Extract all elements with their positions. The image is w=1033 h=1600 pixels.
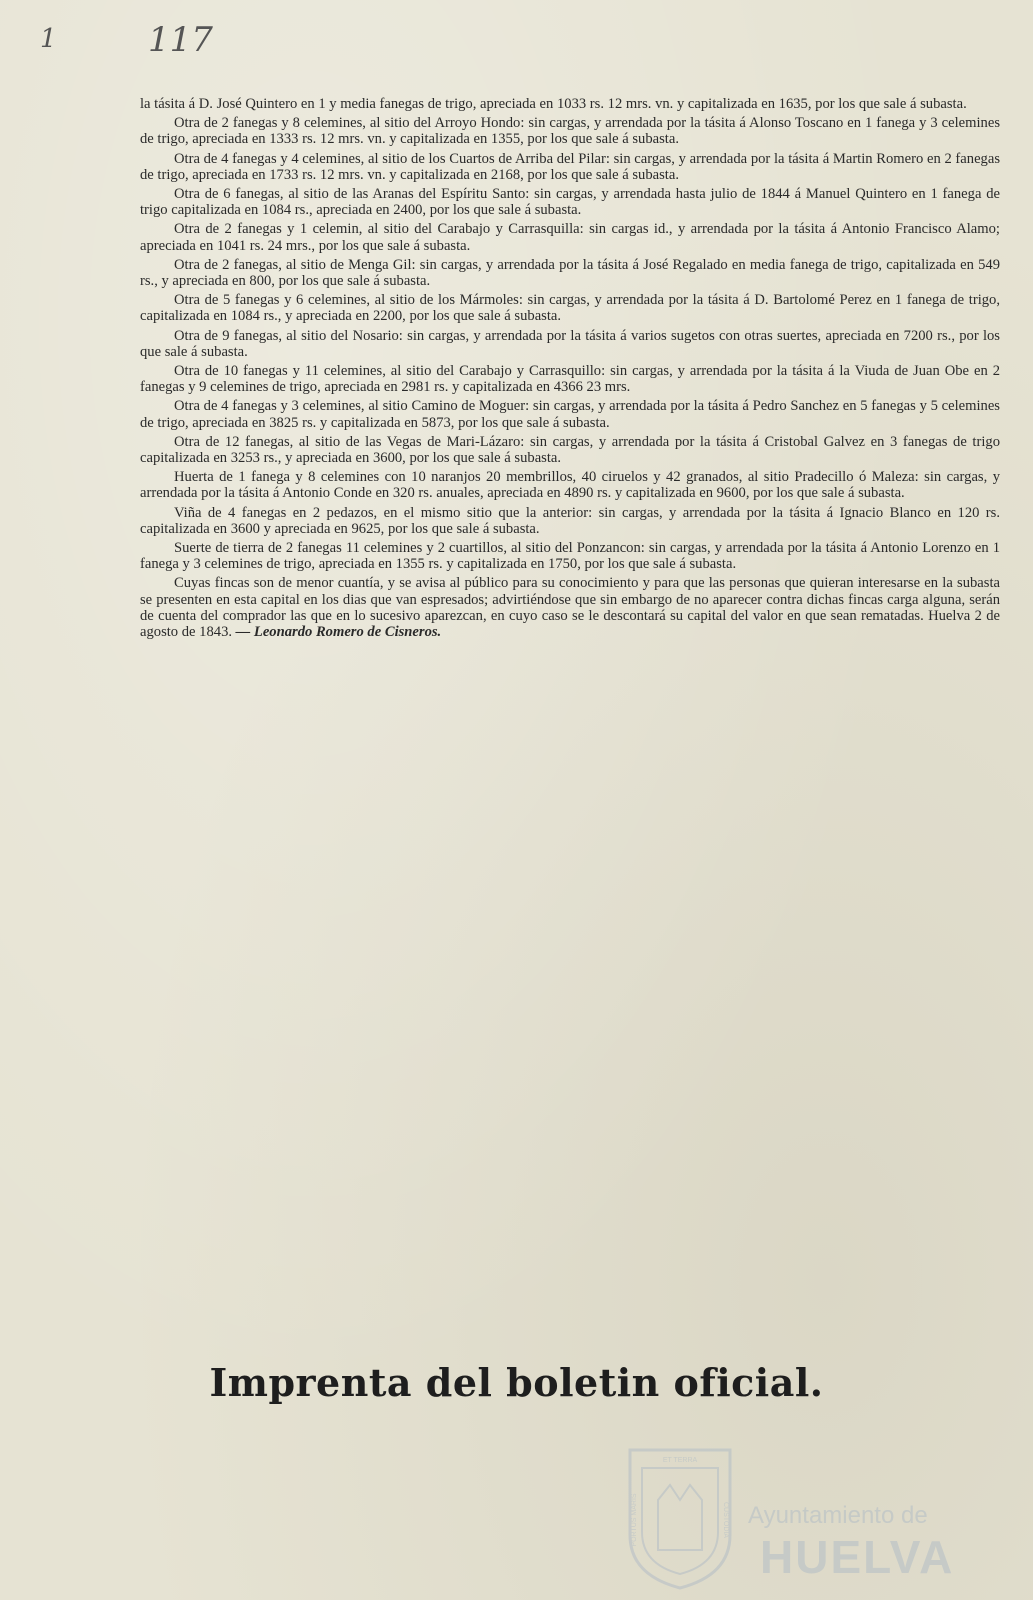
paragraph: Otra de 4 fanegas y 3 celemines, al sitio Camino de Moguer: sin cargas, y arrendada por la tásita á Pedro Sanchez en 5 fanegas y 5 celemines de trigo, apreciada en 3825 rs. y capitalizada en 5873, por los que sale á subasta. <box>140 398 1000 431</box>
watermark-line2: HUELVA <box>760 1531 955 1583</box>
paragraph: Viña de 4 fanegas en 2 pedazos, en el mismo sitio que la anterior: sin cargas, y arrendada por la tásita á Ignacio Blanco en 120 rs. capitalizada en 3600 y apreciada en 9625, por los que sale á subasta. <box>140 504 1000 537</box>
paragraph: Otra de 9 fanegas, al sitio del Nosario: sin cargas, y arrendada por la tásita á varios sugetos con otras suertes, apreciada en 7200 rs., por los que sale á subasta. <box>140 327 1000 360</box>
paragraph: Huerta de 1 fanega y 8 celemines con 10 naranjos 20 membrillos, 40 ciruelos y 42 granados, al sitio Pradecillo ó Maleza: sin cargas, y arrendada por la tásita á Antonio Conde en 320 rs. anuales, apreciada en 4890 rs. y capitalizada en 9600, por los que sale á subasta. <box>140 469 1000 502</box>
paragraph: Otra de 2 fanegas y 8 celemines, al sitio del Arroyo Hondo: sin cargas, y arrendada por la tásita á Alonso Toscano en 1 fanega y 3 celemines de trigo, apreciada en 1333 rs. 12 mrs. vn. y capitalizada en 1355, por los que sale á subasta. <box>140 115 1000 148</box>
folio-number: 117 <box>148 20 213 60</box>
paragraph: Otra de 2 fanegas y 1 celemin, al sitio del Carabajo y Carrasquilla: sin cargas id., y arrendada por la tásita á Antonio Francisco Alamo; apreciada en 1041 rs. 24 mrs., por los que sale á subasta. <box>140 221 1000 254</box>
watermark-line1: Ayuntamiento de <box>748 1502 928 1529</box>
auction-listing-text <box>140 96 1000 643</box>
archive-watermark <box>620 1440 1020 1590</box>
paragraph: Otra de 6 fanegas, al sitio de las Aranas del Espíritu Santo: sin cargas, y arrendada hasta julio de 1844 á Manuel Quintero en 1 fanega de trigo capitalizada en 1084 rs., apreciada en 2400, por los que sale á subasta. <box>140 186 1000 219</box>
signature: — Leonardo Romero de Cisneros. <box>235 624 442 641</box>
paragraph: la tásita á D. José Quintero en 1 y media fanegas de trigo, apreciada en 1033 rs. 12 mrs. vn. y capitalizada en 1635, por los que sale á subasta. <box>140 96 967 112</box>
shield-motto-left: PORTUS MARIS <box>631 1493 638 1547</box>
paragraph: Otra de 5 fanegas y 6 celemines, al sitio de los Mármoles: sin cargas, y arrendada por la tásita á D. Bartolomé Perez en 1 fanega de trigo, capitalizada en 1084 rs., y apreciada en 2200, por los que sale á subasta. <box>140 292 1000 325</box>
coat-of-arms-icon <box>620 1440 740 1590</box>
paragraph: Otra de 12 fanegas, al sitio de las Vegas de Mari-Lázaro: sin cargas, y arrendada por la tásita á Cristobal Galvez en 3 fanegas de trigo capitalizada en 3253 rs., y apreciada en 3600, por los que sale á subasta. <box>140 433 1000 467</box>
closing-text: Cuyas fincas son de menor cuantía, y se avisa al público para su conocimiento y para que las personas que quieran interesarse en la subasta se presenten en esta capital en los dias que van espresados; advirtiéndose que sin embargo de no aparecer contra dichas fincas carga alguna, serán de cuenta del comprador las que en lo sucesivo aparezcan, en cuyo caso se le descontará su capital del valor en que sean rematadas. Huelva 2 de agosto de 1843. <box>140 575 1000 641</box>
paragraph: Otra de 2 fanegas, al sitio de Menga Gil: sin cargas, y arrendada por la tásita á José Regalado en media fanega de trigo, capitalizada en 549 rs., y apreciada en 800, por los que sale á subasta. <box>140 256 1000 290</box>
closing-paragraph <box>140 575 1000 640</box>
shield-motto-top: ET TERRA <box>662 1457 698 1464</box>
shield-motto-right: CUSTODIA <box>722 1501 729 1539</box>
paragraph: Suerte de tierra de 2 fanegas 11 celemines y 2 cuartillos, al sitio del Ponzancon: sin cargas, y arrendada por la tásita á Antonio Lorenzo en 1 fanega y 3 celemines de trigo, apreciada en 1355 rs. y capitalizada en 1750, por los que sale á subasta. <box>140 540 1000 573</box>
printer-imprint: Imprenta del boletin oficial. <box>209 1360 824 1405</box>
paragraph: Otra de 4 fanegas y 4 celemines, al sitio de los Cuartos de Arriba del Pilar: sin cargas, y arrendada por la tásita á Martin Romero en 2 fanegas de trigo, apreciada en 1733 rs. 12 mrs. vn. y capitalizada en 2168, por los que sale á subasta. <box>140 150 1000 183</box>
margin-mark: 1 <box>40 24 57 54</box>
paragraph: Otra de 10 fanegas y 11 celemines, al sitio del Carabajo y Carrasquillo: sin cargas, y arrendada por la tásita á la Viuda de Juan Obe en 2 fanegas y 9 celemines de trigo, apreciada en 2981 rs. y capitalizada en 4366 23 mrs. <box>140 363 1000 396</box>
